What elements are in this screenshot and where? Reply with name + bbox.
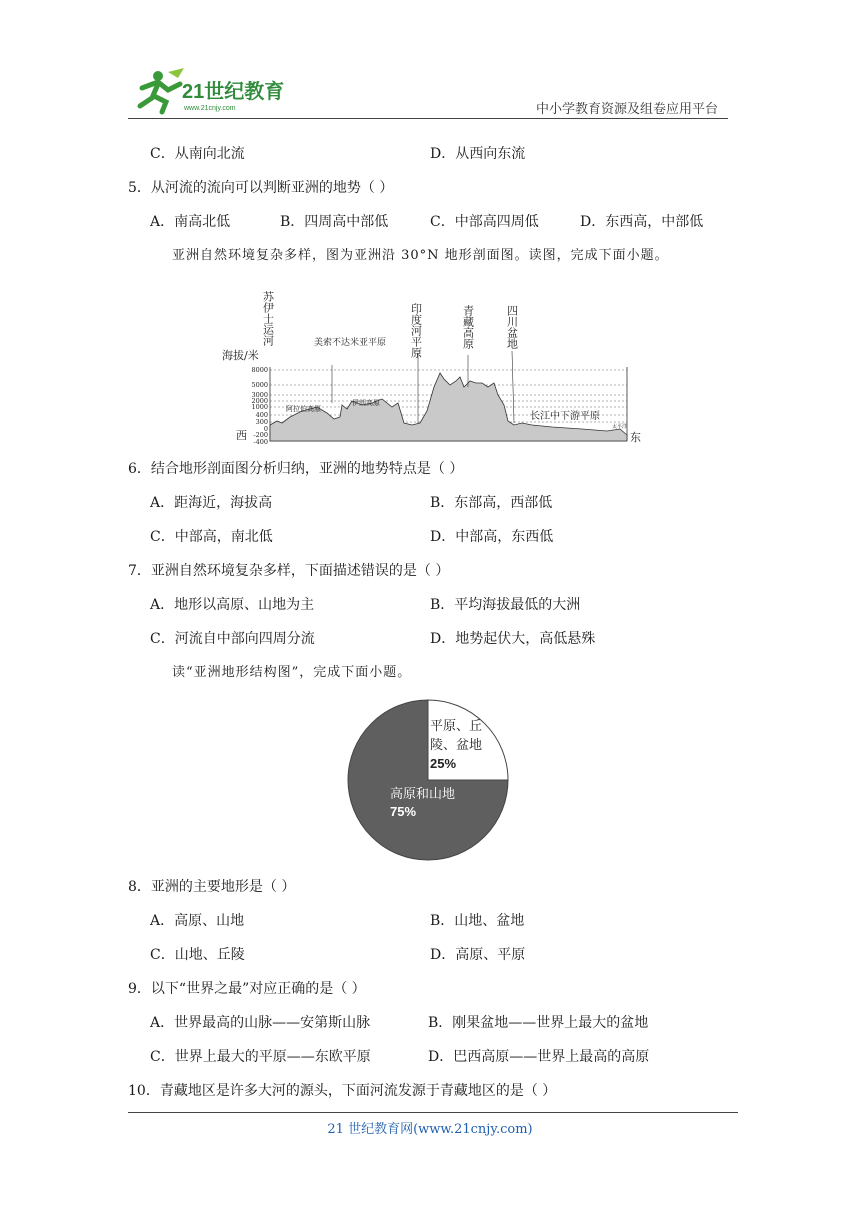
tick-minus400: -400 [253,438,268,445]
label-mesopotamia-text: 美索不达米亚平原 [314,338,387,348]
q6-stem: 6．结合地形剖面图分析归纳，亚洲的地势特点是（ ） [128,461,464,477]
q9-option-b: B．刚果盆地——世界上最大的盆地 [428,1015,649,1031]
pie-slice-label-1: 高原和山地 [390,786,456,801]
profile-west: 西 [236,429,247,442]
tick-3000: 3000 [251,391,268,399]
q8-option-a: A．高原、山地 [150,913,245,929]
q4-option-c: C．从南向北流 [150,146,245,162]
q8-option-b: B．山地、盆地 [430,913,525,929]
terrain-profile-figure [222,283,644,445]
q6-option-b: B．东部高，西部低 [430,495,553,511]
q10-stem: 10．青藏地区是许多大河的源头，下面河流发源于青藏地区的是（ ） [128,1083,557,1099]
footer-link[interactable]: 21 世纪教育网(www.21cnjy.com) [327,1122,533,1137]
profile-ylabel: 海拔/米 [222,349,259,362]
q8-option-c: C．山地、丘陵 [150,947,245,963]
q7-option-d: D．地势起伏大，高低悬殊 [430,631,596,647]
tick-8000: 8000 [251,366,268,374]
footer-rule [128,1112,738,1113]
tick-minus200: -200 [253,431,268,439]
tick-400: 400 [255,411,268,419]
intro-pie: 读“亚洲地形结构图”，完成下面小题。 [172,665,412,680]
q5-option-d: D．东西高，中部低 [580,214,704,230]
label-arabia: 阿拉伯高原 [286,405,321,413]
q5-option-b: B．四周高中部低 [280,214,389,230]
q8-stem: 8．亚洲的主要地形是（ ） [128,879,296,895]
q6-option-c: C．中部高，南北低 [150,529,273,545]
landform-pie-chart [340,694,516,866]
q7-stem: 7．亚洲自然环境复杂多样，下面描述错误的是（ ） [128,563,450,579]
label-sea: 太平洋 [612,424,628,430]
label-yangtze: 长江中下游平原 [530,411,600,422]
label-iran: 伊朗高原 [352,399,380,407]
tick-2000: 2000 [251,397,268,405]
q9-option-a: A．世界最高的山脉——安第斯山脉 [150,1015,371,1031]
tick-1000: 1000 [251,403,268,411]
pie-slice-label-0: 陵、盆地 [430,737,483,752]
q9-stem: 9．以下“世界之最”对应正确的是（ ） [128,981,366,997]
q7-option-a: A．地形以高原、山地为主 [150,597,315,613]
q5-option-c: C．中部高四周低 [430,214,539,230]
intro-profile: 亚洲自然环境复杂多样，图为亚洲沿 30°N 地形剖面图。读图，完成下面小题。 [172,248,669,263]
q5-option-a: A．南高北低 [150,214,231,230]
q5-stem: 5．从河流的流向可以判断亚洲的地势（ ） [128,180,394,196]
label-mesopotamia [314,336,386,348]
q7-option-b: B．平均海拔最低的大洲 [430,597,581,613]
q7-option-c: C．河流自中部向四周分流 [150,631,315,647]
profile-east: 东 [630,431,641,444]
tick-0: 0 [263,425,268,433]
pie-slice-label-0: 平原、丘 [430,718,483,733]
runner-logo-icon [140,68,184,112]
q6-option-d: D．中部高，东西低 [430,529,554,545]
label-suez: 苏伊士运河 [261,291,275,346]
q6-option-a: A．距海近，海拔高 [150,495,273,511]
q8-option-d: D．高原、平原 [430,947,526,963]
q9-option-c: C．世界上最大的平原——东欧平原 [150,1049,371,1065]
label-sichuan: 四川盆地 [505,305,519,349]
logo-url: www.21cnjy.com [184,105,236,112]
logo-text: 21世纪教育 [182,81,285,103]
q9-option-d: D．巴西高原——世界上最高的高原 [428,1049,650,1065]
site-logo [128,66,303,116]
pie-value-label-1: 75% [390,804,417,819]
label-indus: 印度河平原 [409,303,423,358]
platform-name: 中小学教育资源及组卷应用平台 [536,102,719,117]
label-tibet: 青藏高原 [461,305,475,349]
tick-5000: 5000 [251,381,268,389]
q4-option-d: D．从西向东流 [430,146,526,162]
header-rule [128,118,728,119]
tick-300: 300 [255,418,268,426]
pie-value-label-0: 25% [430,756,457,771]
